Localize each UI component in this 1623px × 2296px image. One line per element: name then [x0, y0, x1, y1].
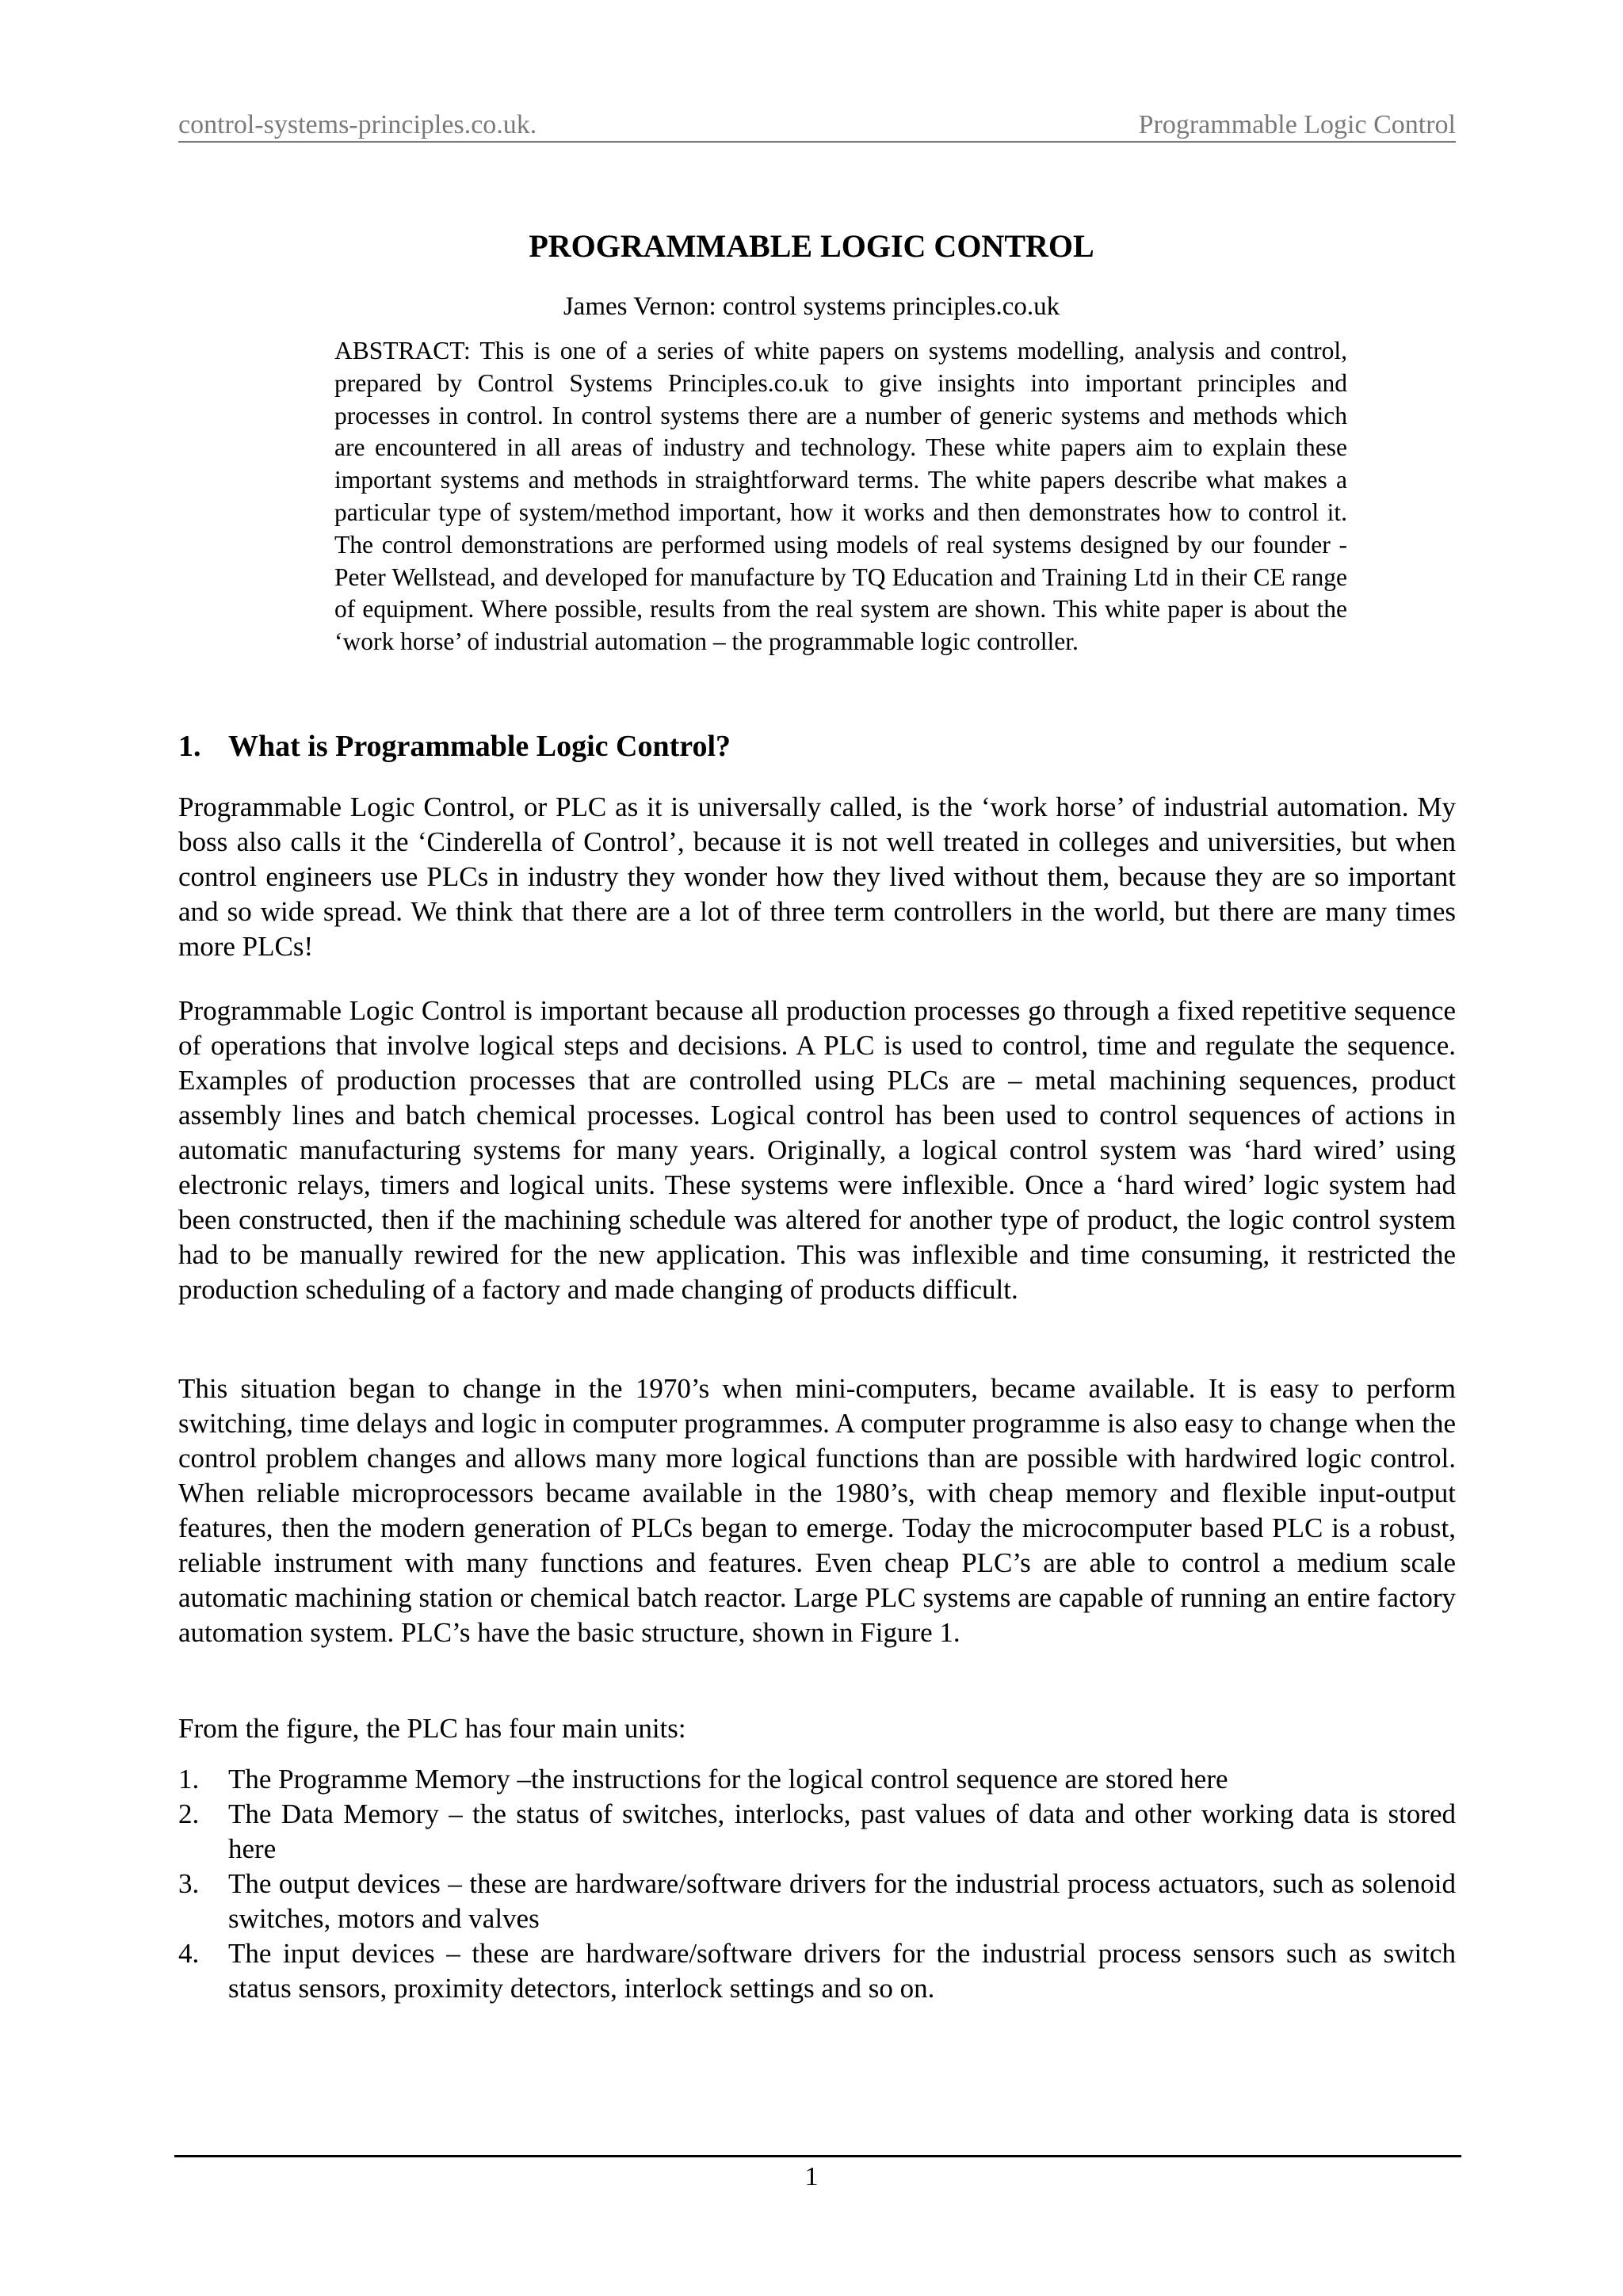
list-item-number: 1. [178, 1764, 200, 1794]
plc-units-list [178, 1762, 1456, 2006]
abstract: ABSTRACT: This is one of a series of white papers on systems modelling, analysis and control, prepared by Control Systems Principles.co.uk to give insights into important principles and processes in control. In control systems there are a number of generic systems and methods which are encountered in all areas of industry and technology. These white papers aim to explain these important systems and methods in straightforward terms. The white papers describe what makes a particular type of system/method important, how it works and then demonstrates how to control it. The control demonstrations are performed using models of real systems designed by our founder - Peter Wellstead, and developed for manufacture by TQ Education and Training Ltd in their CE range of equipment. Where possible, results from the real system are shown. This white paper is about the ‘work horse’ of industrial automation – the programmable logic controller. [334, 337, 1347, 656]
list-item [178, 1936, 1456, 2006]
paragraph: Programmable Logic Control, or PLC as it is universally called, is the ‘work horse’ of industrial automation. My boss also calls it the ‘Cinderella of Control’, because it is not well treated in colleges and universities, but when control engineers use PLCs in industry they wonder how they lived without them, because they are so important and so wide spread. We think that there are a lot of three term controllers in the world, but there are many times more PLCs! [178, 791, 1456, 962]
list-item-number: 3. [178, 1868, 200, 1899]
paragraph: This situation began to change in the 1970’s when mini-computers, became available. It is easy to perform switching, time delays and logic in computer programmes. A computer programme is also easy to change when the control problem changes and allows many more logical functions than are possible with hardwired logic control. When reliable microprocessors became available in the 1980’s, with cheap memory and flexible input-output features, then the modern generation of PLCs began to emerge. Today the microcomputer based PLC is a robust, reliable instrument with many functions and features. Even cheap PLC’s are able to control a medium scale automatic machining station or chemical batch reactor. Large PLC systems are capable of running an entire factory automation system. PLC’s have the basic structure, shown in Figure 1. [178, 1373, 1456, 1648]
list-item [178, 1867, 1456, 1936]
header-site-name: control-systems-principles.co.uk. [178, 110, 537, 139]
list-item-text: The Programme Memory –the instructions for the logical control sequence are stored here [228, 1764, 1228, 1794]
section-number: 1. [178, 730, 201, 763]
paragraph: From the figure, the PLC has four main units: [178, 1713, 686, 1744]
section-title: What is Programmable Logic Control? [228, 730, 731, 763]
list-item-number: 2. [178, 1798, 200, 1829]
page-number: 1 [804, 2162, 819, 2191]
header-document-topic: Programmable Logic Control [1138, 110, 1456, 139]
author-line: James Vernon: control systems principles.co.uk [563, 292, 1060, 321]
footer-divider [174, 2155, 1461, 2157]
running-header [178, 109, 1456, 143]
list-item [178, 1762, 1456, 1797]
section-heading [178, 727, 731, 766]
list-item-text: The Data Memory – the status of switches, interlocks, past values of data and other working data is stored here [228, 1798, 1456, 1864]
list-item-number: 4. [178, 1938, 200, 1969]
page-title: PROGRAMMABLE LOGIC CONTROL [529, 228, 1094, 264]
list-item [178, 1797, 1456, 1867]
paragraph: Programmable Logic Control is important because all production processes go through a fixed repetitive sequence of operations that involve logical steps and decisions. A PLC is used to control, time and regulate the sequence. Examples of production processes that are controlled using PLCs are – metal machining sequences, product assembly lines and batch chemical processes. Logical control has been used to control sequences of actions in automatic manufacturing systems for many years. Originally, a logical control system was ‘hard wired’ using electronic relays, timers and logical units. These systems were inflexible. Once a ‘hard wired’ logic system had been constructed, then if the machining schedule was altered for another type of product, the logic control system had to be manually rewired for the new application. This was inflexible and time consuming, it restricted the production scheduling of a factory and made changing of products difficult. [178, 995, 1456, 1305]
list-item-text: The input devices – these are hardware/software drivers for the industrial process sensors such as switch status sensors, proximity detectors, interlock settings and so on. [228, 1938, 1456, 2004]
list-item-text: The output devices – these are hardware/software drivers for the industrial process actuators, such as solenoid switches, motors and valves [228, 1868, 1456, 1934]
